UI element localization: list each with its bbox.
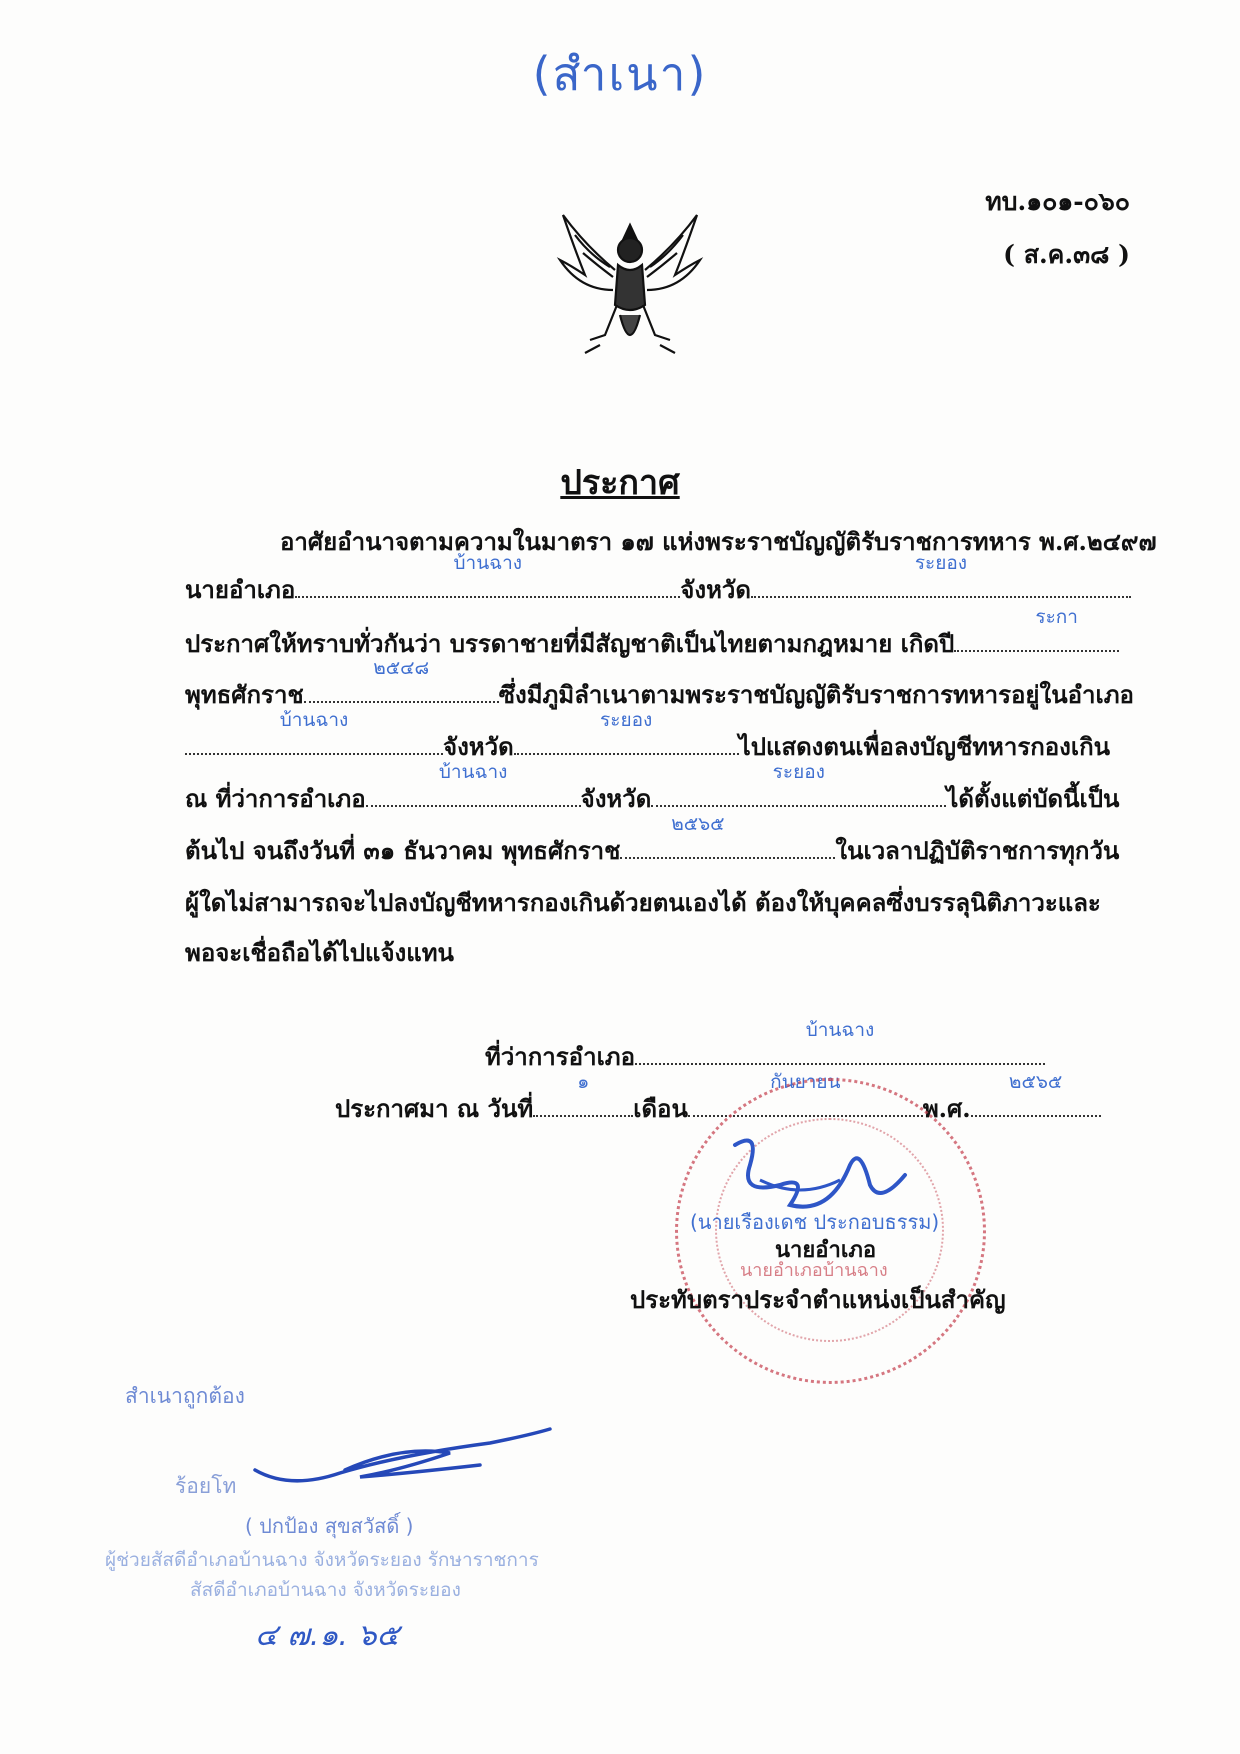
footer-district-field bbox=[635, 1019, 1045, 1065]
seal-statement: ประทับตราประจำตำแหน่งเป็นสำคัญ bbox=[630, 1285, 1006, 1314]
body-line-2 bbox=[185, 552, 1125, 610]
copy-stamp-heading: (สำเนา) bbox=[532, 47, 708, 101]
certifier-position-2: สัสดีอำเภอบ้านฉาง จังหวัดระยอง bbox=[190, 1579, 461, 1601]
footer-office-label: ที่ว่าการอำเภอ bbox=[485, 1042, 635, 1071]
handwritten-province: ระยอง bbox=[600, 709, 653, 731]
certifier-signature bbox=[250, 1415, 560, 1495]
office-province-field bbox=[651, 761, 946, 807]
handwritten-end-year: ๒๕๖๕ bbox=[671, 813, 725, 835]
certifier-position-1: ผู้ช่วยสัสดีอำเภอบ้านฉาง จังหวัดระยอง รักษาราชการ bbox=[105, 1549, 539, 1571]
register-text: ไปแสดงตนเพื่อลงบัญชีทหารกองเกิน bbox=[738, 732, 1111, 761]
year-field bbox=[971, 1071, 1101, 1117]
certifier-rank: ร้อยโท bbox=[175, 1474, 237, 1498]
province-label: จังหวัด bbox=[580, 784, 652, 813]
body-line-7 bbox=[185, 813, 1125, 871]
province-label: จังหวัด bbox=[680, 575, 751, 604]
certified-copy-label: สำเนาถูกต้อง bbox=[125, 1384, 245, 1408]
handwritten-day: ๑ bbox=[577, 1071, 590, 1093]
handwritten-year: ๒๕๖๕ bbox=[1008, 1071, 1063, 1093]
signer-title: นายอำเภอ bbox=[775, 1237, 877, 1263]
handwritten-birth-year: ระกา bbox=[1035, 606, 1078, 628]
day-field bbox=[533, 1071, 633, 1117]
body-line-9: พอจะเชื่อถือได้ไปแจ้งแทน bbox=[185, 938, 454, 967]
birth-year-field bbox=[954, 606, 1119, 652]
body-line-8: ผู้ใดไม่สามารถจะไปลงบัญชีทหารกองเกินด้วยตนเองได้ ต้องให้บุคคลซึ่งบรรลุนิติภาวะและ bbox=[185, 888, 1101, 917]
office-label: ณ ที่ว่าการอำเภอ bbox=[185, 784, 366, 813]
office-hours-text: ในเวลาปฏิบัติราชการทุกวัน bbox=[835, 836, 1120, 865]
district-field bbox=[295, 552, 680, 598]
end-year-field bbox=[620, 813, 835, 859]
month-label: เดือน bbox=[633, 1094, 688, 1123]
handwritten-district: บ้านฉาง bbox=[438, 761, 508, 783]
deadline-text: ต้นไป จนถึงวันที่ ๓๑ ธันวาคม พุทธศักราช bbox=[185, 836, 621, 865]
domicile-district-field bbox=[185, 709, 443, 755]
handwritten-district: บ้านฉาง bbox=[279, 709, 349, 731]
form-code: ( ส.ค.๓๘ ) bbox=[1003, 240, 1130, 269]
buddhist-era-label: พุทธศักราช bbox=[185, 680, 304, 709]
announcement-title: ประกาศ bbox=[560, 463, 680, 503]
handwritten-province: ระยอง bbox=[772, 761, 825, 783]
handwritten-district: บ้านฉาง bbox=[805, 1019, 875, 1041]
district-chief-label: นายอำเภอ bbox=[185, 575, 296, 604]
announce-date-label: ประกาศมา ณ วันที่ bbox=[335, 1094, 534, 1123]
certification-date: ๔ ๗.๑. ๖๕ bbox=[255, 1618, 400, 1653]
from-now-text: ได้ตั้งแต่บัดนี้เป็น bbox=[946, 784, 1120, 813]
province-field bbox=[751, 552, 1131, 598]
year-label: พ.ศ. bbox=[922, 1094, 971, 1123]
handwritten-month: กันยายน bbox=[770, 1071, 841, 1093]
intro-paragraph: อาศัยอำนาจตามความในมาตรา ๑๗ แห่งพระราชบัญญัติรับราชการทหาร พ.ศ.๒๔๙๗ bbox=[280, 527, 1157, 556]
handwritten-be-year: ๒๕๔๘ bbox=[373, 657, 430, 679]
domicile-text: ซึ่งมีภูมิลำเนาตามพระราชบัญญัติรับราชการทหารอยู่ในอำเภอ bbox=[498, 680, 1134, 709]
notice-text: ประกาศให้ทราบทั่วกันว่า บรรดาชายที่มีสัญชาติเป็นไทยตามกฎหมาย เกิดปี bbox=[185, 629, 955, 658]
province-label: จังหวัด bbox=[443, 732, 514, 761]
certifier-name: ( ปกป้อง สุขสวัสดิ์ ) bbox=[245, 1514, 414, 1538]
handwritten-district: บ้านฉาง bbox=[453, 552, 523, 574]
document-number: ทบ.๑๐๑-๐๖๐ bbox=[985, 187, 1130, 216]
domicile-province-field bbox=[514, 709, 739, 755]
garuda-emblem-icon bbox=[555, 205, 705, 365]
handwritten-province: ระยอง bbox=[914, 552, 968, 574]
office-district-field bbox=[366, 761, 581, 807]
seal-text: นายอำเภอบ้านฉาง bbox=[740, 1260, 888, 1281]
signer-name: (นายเรืองเดช ประกอบธรรม) bbox=[690, 1210, 940, 1234]
be-year-field bbox=[304, 657, 499, 703]
